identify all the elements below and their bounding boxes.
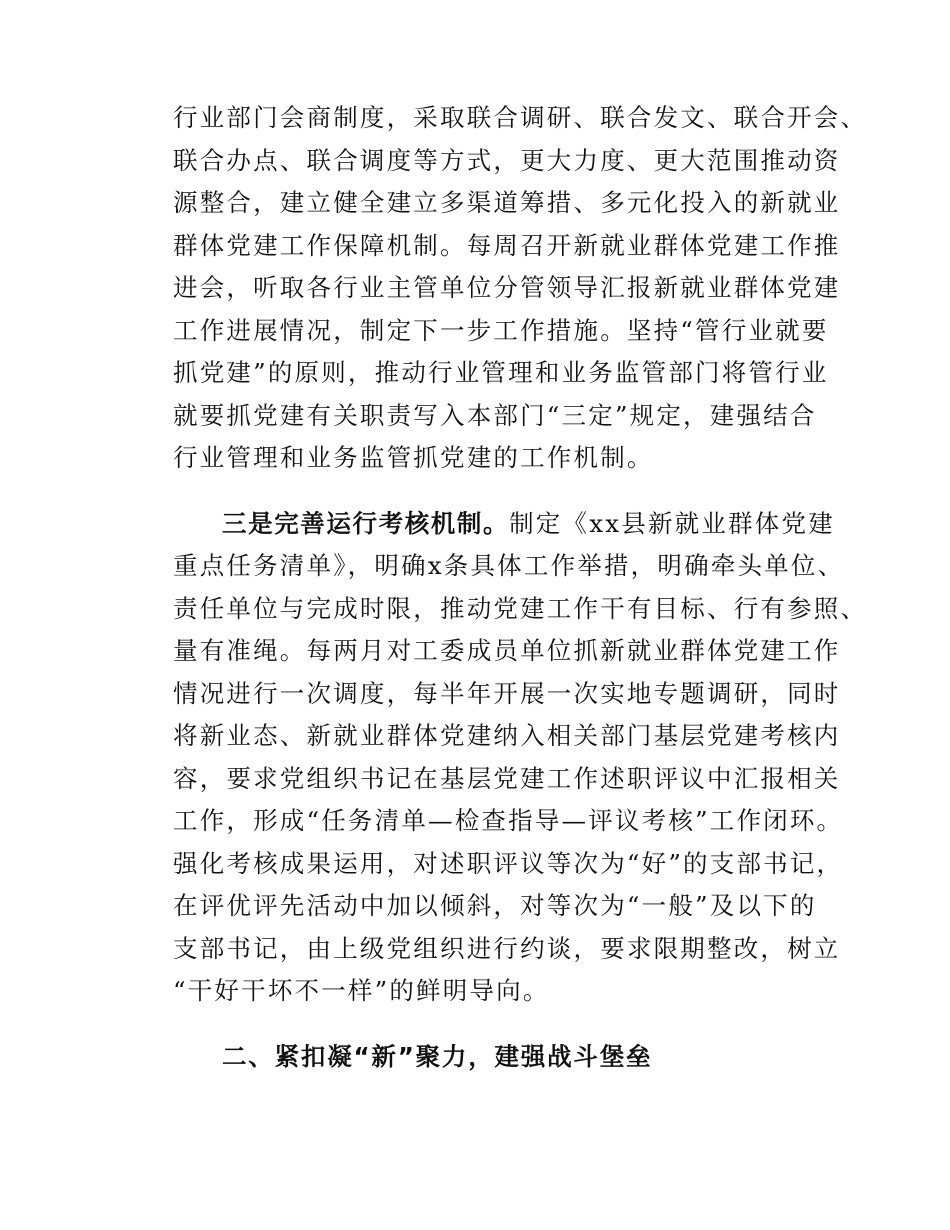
- text-line-first: [173, 503, 835, 546]
- text-line: 就要抓党建有关职责写入本部门“三定”规定，建强结合: [173, 400, 817, 430]
- text-line: 行业部门会商制度，采取联合调研、联合发文、联合开会、: [173, 103, 868, 132]
- text-line: “干好干坏不一样”的鲜明导向。: [173, 976, 550, 1005]
- document-page: [173, 97, 868, 1078]
- text-line: 行业管理和业务监管抓党建的工作机制。: [173, 443, 654, 472]
- text-line: 源整合，建立健全建立多渠道筹措、多元化投入的新就业: [173, 188, 841, 217]
- paragraph-guarantee-mechanism: [173, 97, 868, 480]
- paragraph-first-line-text: 制定《xx县新就业群体党建: [509, 508, 835, 538]
- section-heading: 二、紧扣凝“新”聚力，建强战斗堡垒: [222, 1041, 653, 1071]
- text-line: 工作进展情况，制定下一步工作措施。坚持“管行业就要: [173, 315, 829, 345]
- text-line: 在评优评先活动中加以倾斜，对等次为“一般”及以下的: [173, 891, 817, 920]
- paragraph-lead-heading: 三是完善运行考核机制。: [222, 508, 510, 538]
- paragraph-spacer: [173, 1013, 793, 1036]
- text-line: 群体党建工作保障机制。每周召开新就业群体党建工作推: [173, 230, 841, 260]
- text-line: 抓党建”的原则，推动行业管理和业务监管部门将管行业: [173, 358, 829, 387]
- paragraph-assessment-mechanism: [173, 503, 868, 1013]
- text-line: 容，要求党组织书记在基层党建工作述职评议中汇报相关: [173, 763, 841, 793]
- text-line: 情况进行一次调度，每半年开展一次实地专题调研，同时: [173, 678, 841, 708]
- text-line: 责任单位与完成时限，推动党建工作干有目标、行有参照、: [173, 593, 868, 623]
- text-line: 重点任务清单》，明确x条具体工作举措，明确牵头单位、: [173, 551, 845, 580]
- text-line: 联合办点、联合调度等方式，更大力度、更大范围推动资: [173, 145, 841, 175]
- paragraph-spacer: [173, 480, 793, 503]
- text-line: 进会，听取各行业主管单位分管领导汇报新就业群体党建: [173, 273, 841, 302]
- text-line: 工作，形成“任务清单—检查指导—评议考核”工作闭环。: [173, 806, 844, 835]
- text-line: 将新业态、新就业群体党建纳入相关部门基层党建考核内: [173, 721, 841, 750]
- text-line: 强化考核成果运用，对述职评议等次为“好”的支部书记，: [173, 848, 844, 878]
- text-line: 量有准绳。每两月对工委成员单位抓新就业群体党建工作: [173, 636, 841, 665]
- text-line: 支部书记，由上级党组织进行约谈，要求限期整改，树立: [173, 933, 841, 963]
